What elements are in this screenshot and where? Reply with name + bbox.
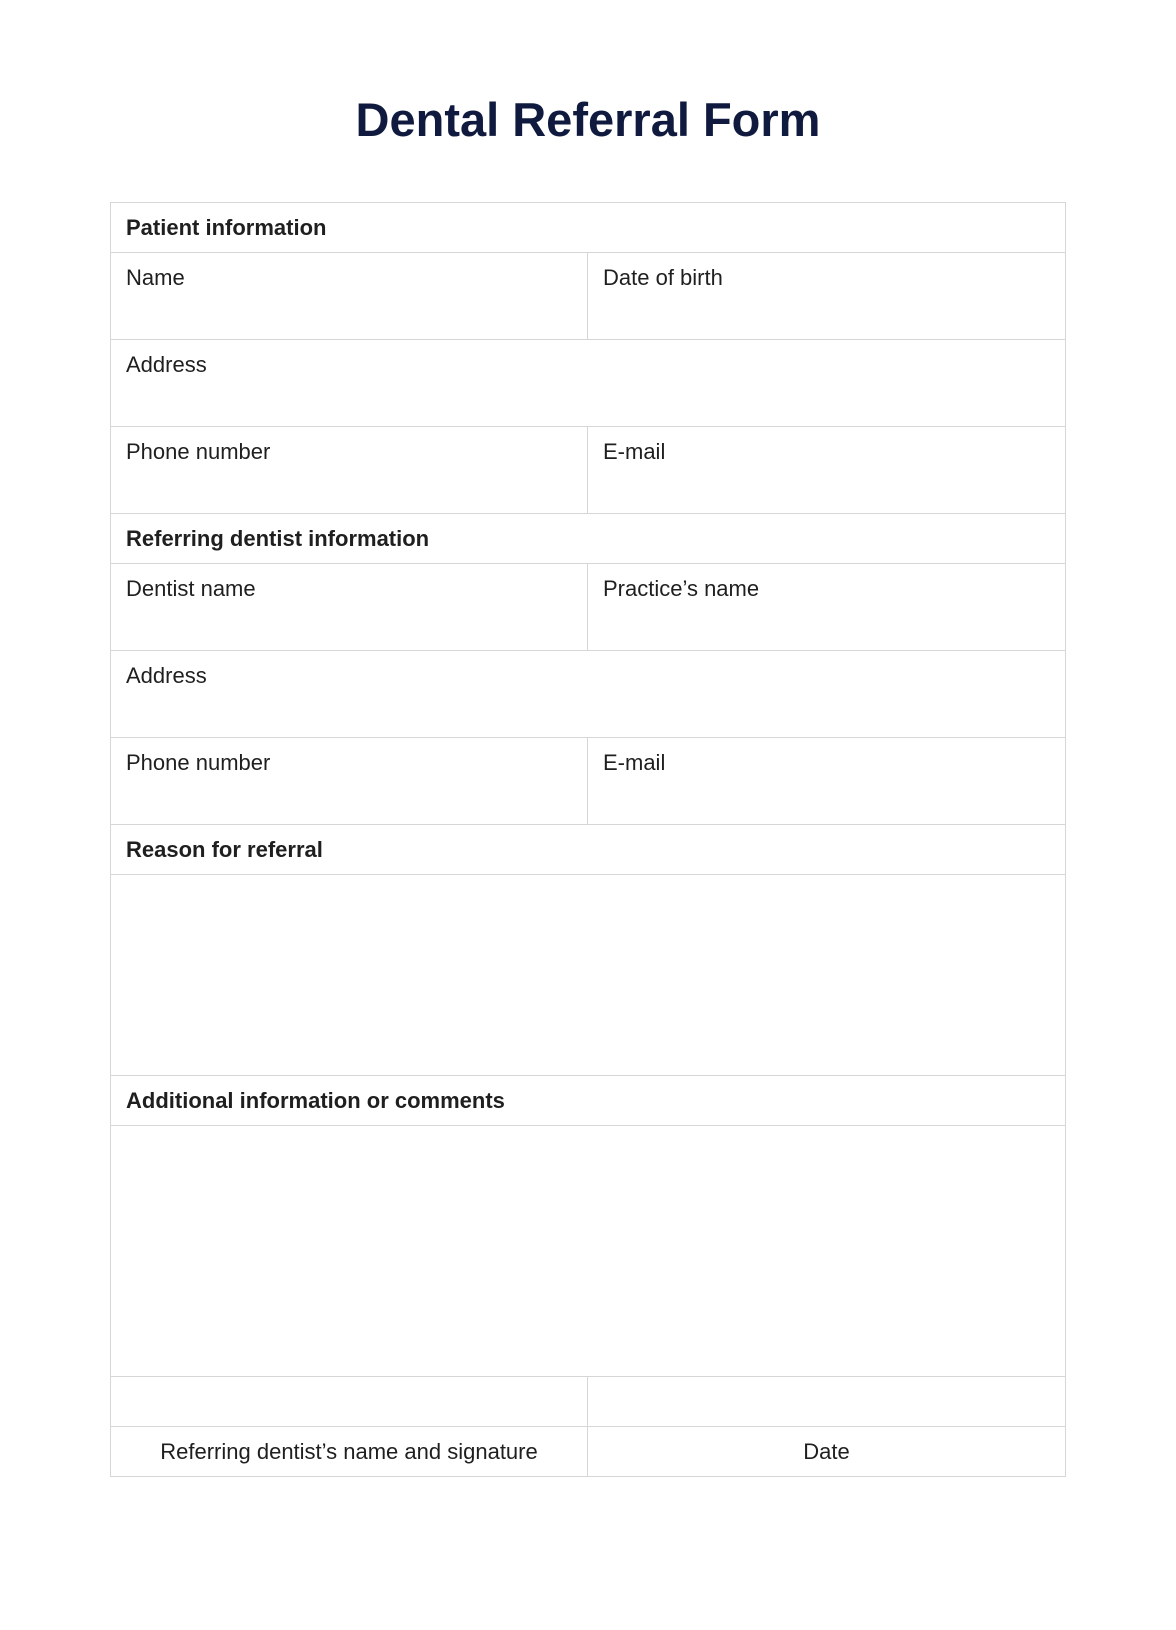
comments-row	[111, 1126, 1066, 1377]
dentist-contact-row	[111, 738, 1066, 825]
referral-form-table	[110, 202, 1066, 1477]
dentist-name-row	[111, 564, 1066, 651]
patient-dob-field[interactable]	[588, 253, 1066, 340]
practice-name-field[interactable]	[588, 564, 1066, 651]
comments-section-header	[111, 1076, 1066, 1126]
patient-address-field[interactable]	[111, 340, 1066, 427]
practice-name-label: Practice’s name	[603, 576, 760, 601]
patient-name-label: Name	[126, 265, 185, 290]
patient-address-label: Address	[126, 352, 207, 377]
patient-email-field[interactable]	[588, 427, 1066, 514]
signature-label-row	[111, 1427, 1066, 1477]
reason-row	[111, 875, 1066, 1076]
patient-phone-label: Phone number	[126, 439, 271, 464]
signature-date-field[interactable]	[588, 1377, 1066, 1427]
patient-name-row	[111, 253, 1066, 340]
signature-field[interactable]	[111, 1377, 588, 1427]
dentist-address-label: Address	[126, 663, 207, 688]
dentist-section-title: Referring dentist information	[126, 525, 430, 551]
dentist-section-header	[111, 514, 1066, 564]
comments-section-title: Additional information or comments	[126, 1087, 505, 1113]
signature-label: Referring dentist’s name and signature	[111, 1427, 588, 1477]
dentist-phone-field[interactable]	[111, 738, 588, 825]
signature-input-row	[111, 1377, 1066, 1427]
dentist-address-field[interactable]	[111, 651, 1066, 738]
dentist-address-row	[111, 651, 1066, 738]
date-label: Date	[588, 1427, 1066, 1477]
reason-section-title: Reason for referral	[126, 836, 323, 862]
page-title: Dental Referral Form	[355, 93, 821, 146]
patient-email-label: E-mail	[603, 439, 666, 464]
reason-textarea[interactable]	[111, 875, 1066, 1076]
reason-section-header	[111, 825, 1066, 875]
patient-phone-field[interactable]	[111, 427, 588, 514]
patient-dob-label: Date of birth	[603, 265, 723, 290]
patient-name-field[interactable]	[111, 253, 588, 340]
patient-contact-row	[111, 427, 1066, 514]
dentist-name-field[interactable]	[111, 564, 588, 651]
dentist-email-label: E-mail	[603, 750, 666, 775]
dentist-name-label: Dentist name	[126, 576, 256, 601]
dentist-email-field[interactable]	[588, 738, 1066, 825]
comments-textarea[interactable]	[111, 1126, 1066, 1377]
patient-section-header	[111, 203, 1066, 253]
patient-address-row	[111, 340, 1066, 427]
dentist-phone-label: Phone number	[126, 750, 271, 775]
patient-section-title: Patient information	[126, 214, 327, 240]
